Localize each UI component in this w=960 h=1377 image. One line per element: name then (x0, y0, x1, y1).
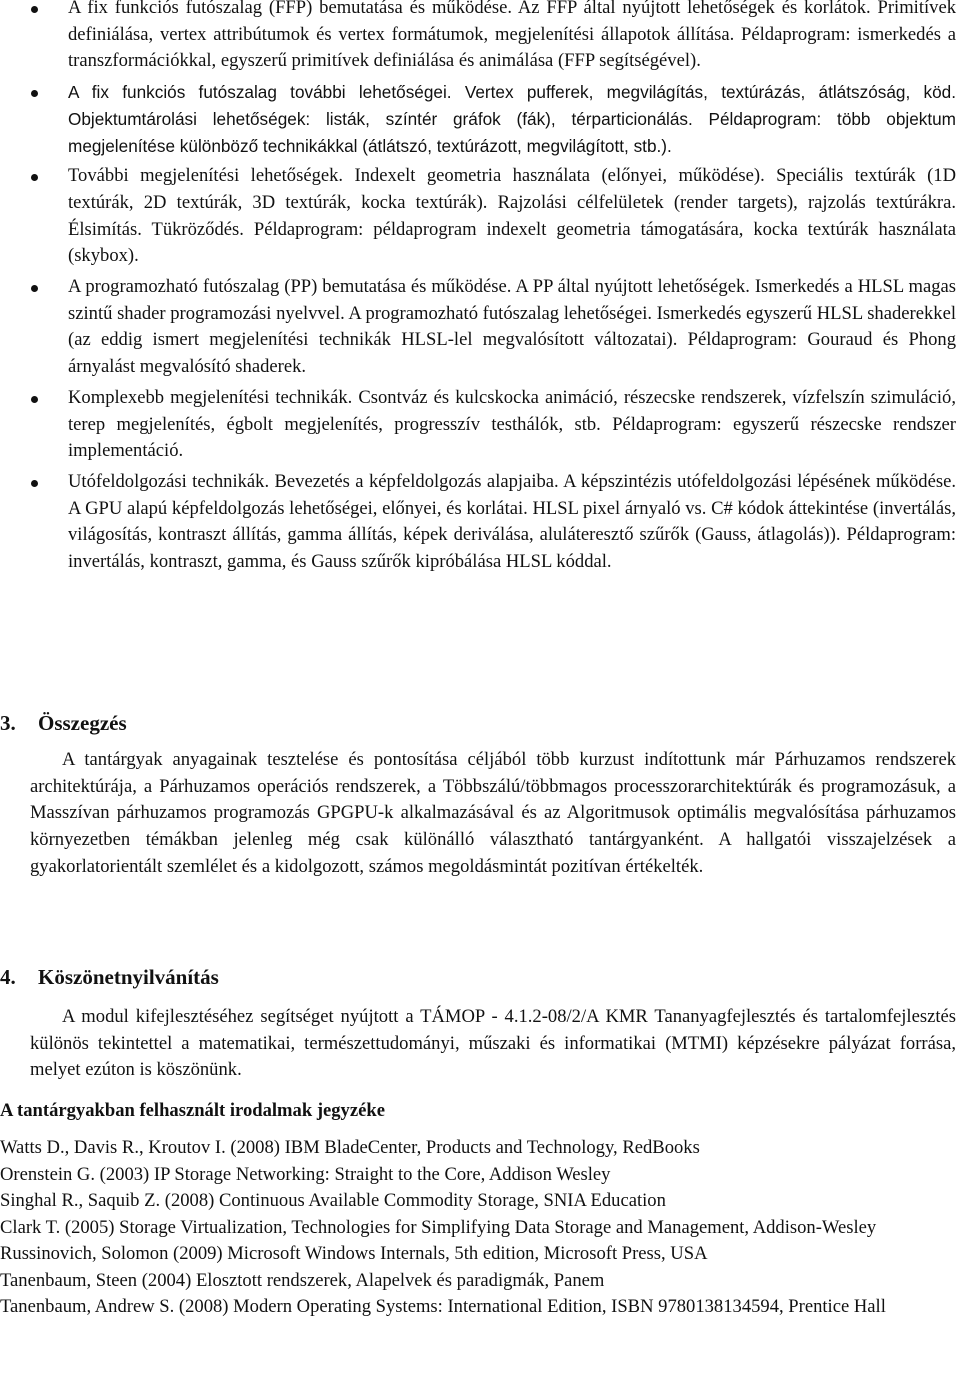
reference-item: Singhal R., Saquib Z. (2008) Continuous Available Commodity Storage, SNIA Education (0, 1190, 666, 1211)
topic-list (0, 0, 960, 580)
references-title: A tantárgyakban felhasznált irodalmak jegyzéke (0, 1100, 385, 1121)
list-item (68, 163, 956, 270)
section-title: Köszönetnyilvánítás (38, 965, 219, 989)
acknowledgement-heading (0, 964, 219, 990)
summary-heading (0, 710, 127, 736)
bullet-icon (31, 6, 38, 13)
bullet-icon (31, 285, 38, 292)
topic-text: További megjelenítési lehetőségek. Indexelt geometria használata (előnyei, működése). Speciális textúrák (1D textúrák, 2D textúrák, 3D textúrák, kocka textúrák). Rajzolási célfelületek (render targets), rajzolás textúrákra. Élsimítás. Tükröződés. Példaprogram: példaprogram indexelt geometria támogatására, kocka textúrák használata (skybox). (68, 165, 956, 267)
reference-item: Clark T. (2005) Storage Virtualization, Technologies for Simplifying Data Storage and Management, Addison-Wesley (0, 1216, 877, 1238)
bullet-icon (31, 396, 38, 403)
reference-item: Orenstein G. (2003) IP Storage Networking: Straight to the Core, Addison Wesley (0, 1163, 611, 1185)
reference-item: Tanenbaum, Andrew S. (2008) Modern Operating Systems: International Edition, ISBN 9780138134594, Prentice Hall (0, 1296, 886, 1317)
section-title: Összegzés (38, 711, 127, 735)
list-item (68, 79, 956, 159)
references-list (0, 1135, 956, 1321)
list-item (68, 0, 956, 75)
topic-text: Utófeldolgozási technikák. Bevezetés a képfeldolgozás alapjaiba. A képszintézis utófeldolgozási lépésének működése. A GPU alapú képfeldolgozás lehetőségei, előnyei, és korlátai. HLSL pixel árnyaló vs. C# kódok áttekintése (invertálás, világosítás, kontraszt állítás, gamma állítás, képek deriválása, aluláteresztő szűrők (Gauss, átlagolás)). Példaprogram: invertálás, kontraszt, gamma, és Gauss szűrők kipróbálása HLSL kóddal. (68, 470, 956, 573)
list-item (68, 469, 956, 576)
summary-paragraph: A tantárgyak anyagainak tesztelése és pontosítása céljából több kurzust indítottunk már Párhuzamos rendszerek architektúrája, a Párhuzamos operációs rendszerek, a Többszálú/többmagos processzorarchitektúrák és programozásuk, a Masszívan párhuzamos programozás GPGPU-k alkalmazásával és az Algoritmusok optimális megvalósítása párhuzamos környezetben témákban jelenleg még csak különálló választható tantárgyanként. A hallgatói visszajelzések a gyakorlatorientált szemlélet és a kidolgozott, számos megoldásmintát pozitívan értékelték. (30, 749, 956, 877)
section-number: 3. (0, 711, 16, 735)
topic-text: A fix funkciós futószalag (FFP) bemutatása és működése. Az FFP által nyújtott lehetőségek és korlátok. Primitívek definiálása, vertex attribútumok és vertex formátumok, megjelenítési állapotok állítása. Példaprogram: ismerkedés a transzformációkkal, egyszerű primitívek definiálása és animálása (FFP segítségével). (68, 0, 956, 72)
bullet-icon (31, 174, 38, 181)
list-item (68, 385, 956, 465)
acknowledgement-paragraph: A modul kifejlesztéséhez segítséget nyújtott a TÁMOP - 4.1.2-08/2/A KMR Tananyagfejlesztés és tartalomfejlesztés különös tekintettel a matematikai, természettudományi, műszaki és informatikai (MTMI) képzésekre pályázat forrása, melyet ezúton is köszönünk. (30, 1006, 956, 1081)
topic-text: A fix funkciós futószalag további lehetőségei. Vertex pufferek, megvilágítás, textúrázás, átlátszóság, köd. Objektumtárolási lehetőségek: listák, színtér gráfok (fák), térparticionálás. Példaprogram: több objektum megjelenítése különböző technikákkal (átlátszó, textúrázott, megvilágított, stb.). (68, 82, 956, 156)
reference-item: Watts D., Davis R., Kroutov I. (2008) IBM BladeCenter, Products and Technology, RedBooks (0, 1137, 700, 1158)
bullet-icon (31, 90, 38, 97)
reference-item: Russinovich, Solomon (2009) Microsoft Windows Internals, 5th edition, Microsoft Press, USA (0, 1243, 708, 1264)
bullet-icon (31, 480, 38, 487)
topic-text: Komplexebb megjelenítési technikák. Csontváz és kulcskocka animáció, részecske rendszerek, vízfelszín szimuláció, terep megjelenítés, égbolt megjelenítés, progresszív testhálók, stb. Példaprogram: egyszerű részecske rendszer implementáció. (68, 386, 956, 462)
topic-text: A programozható futószalag (PP) bemutatása és működése. A PP által nyújtott lehetőségek. Ismerkedés a HLSL magas szintű shader programozási nyelvvel. A programozható futószalag lehetőségei. Ismerkedés egyszerű HLSL shaderekkel (az eddig ismert megjelenítési technikák HLSL-lel megvalósított változatai). Példaprogram: Gouraud és Phong árnyalást megvalósító shaderek. (68, 276, 956, 378)
list-item (68, 274, 956, 381)
section-number: 4. (0, 965, 16, 989)
reference-item: Tanenbaum, Steen (2004) Elosztott rendszerek, Alapelvek és paradigmák, Panem (0, 1269, 605, 1291)
